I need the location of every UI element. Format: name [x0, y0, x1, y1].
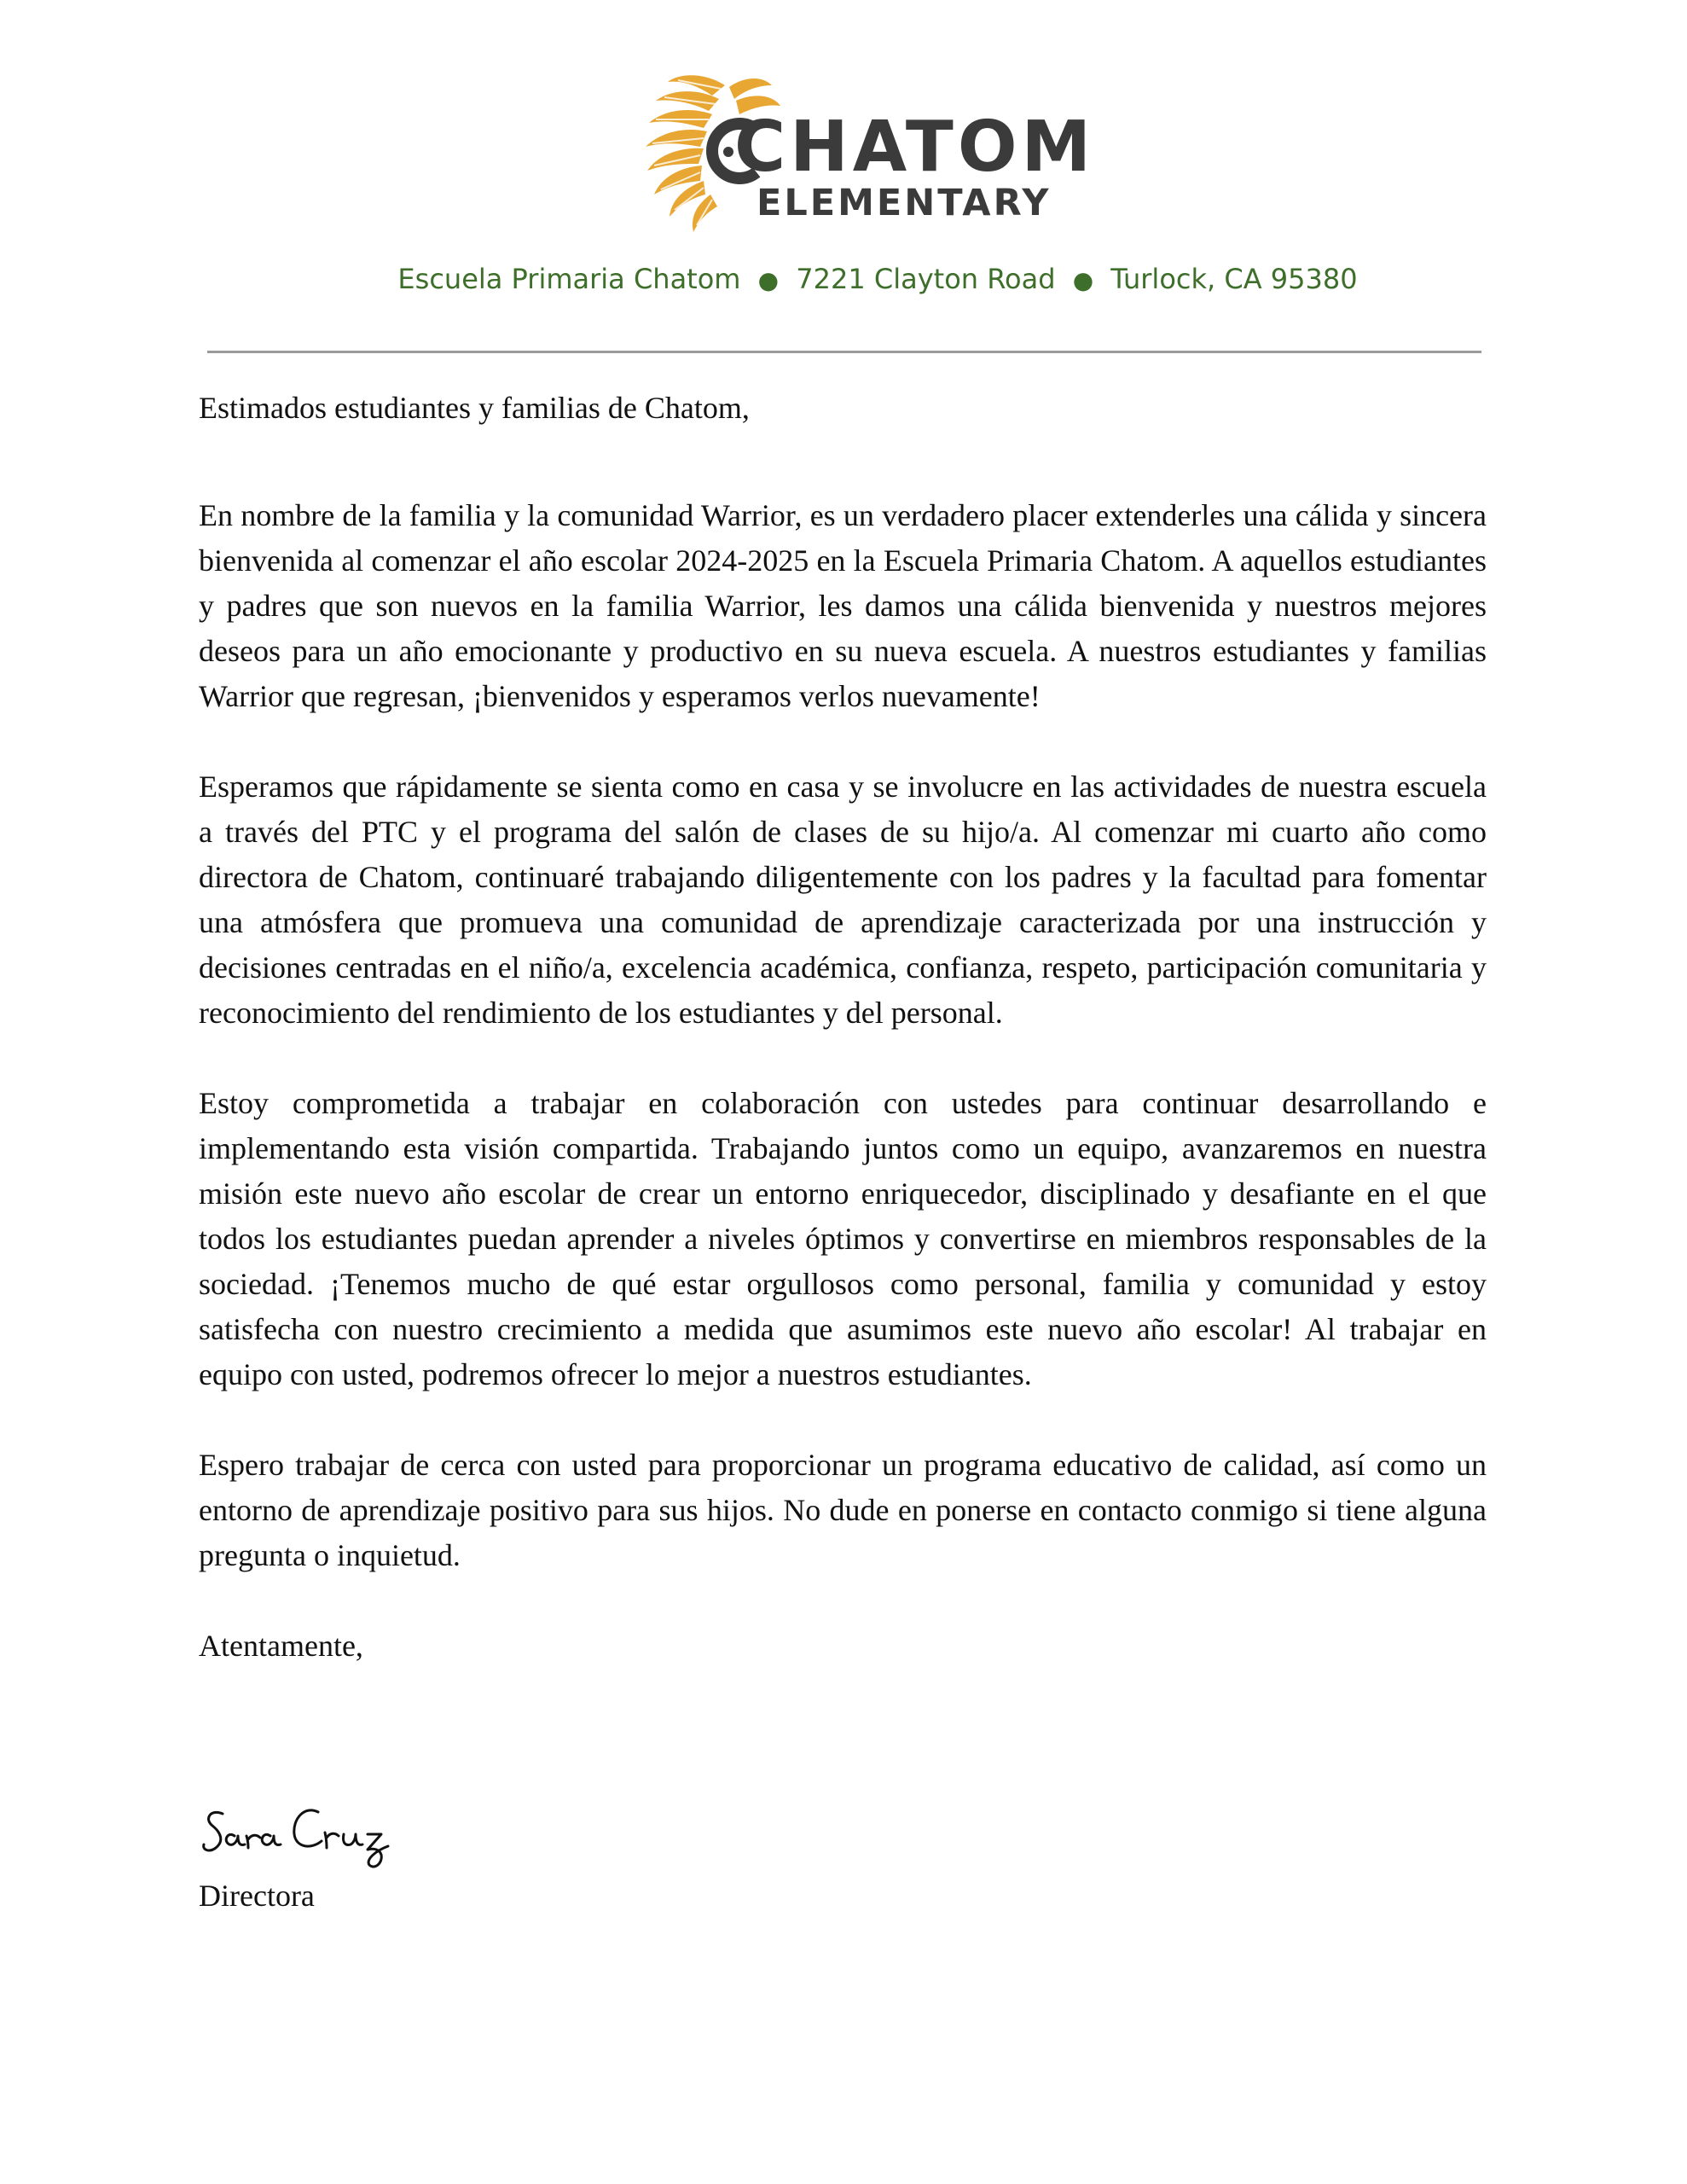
letter-body: [199, 386, 1487, 1669]
paragraph: En nombre de la familia y la comunidad Warrior, es un verdadero placer extenderles una cálida y sincera bienvenida al comenzar el año escolar 2024-2025 en la Escuela Primaria Chatom. A aquellos estudiantes y padres que son nuevos en la familia Warrior, les damos una cálida bienvenida y nuestros mejores deseos para un año emocionante y productivo en su nueva escuela. A nuestros estudiantes y familias Warrior que regresan, ¡bienvenidos y esperamos verlos nuevamente!: [199, 498, 1487, 713]
signer-title: Directora: [199, 1879, 315, 1913]
address-street: 7221 Clayton Road: [796, 263, 1056, 295]
school-name: CHATOM: [734, 107, 1096, 188]
school-address: [0, 263, 1687, 295]
paragraph: Espero trabajar de cerca con usted para proporcionar un programa educativo de calidad, así como un entorno de aprendizaje positivo para sus hijos. No dude en ponerse en contacto conmigo si tiene alguna pregunta o inquietud.: [199, 1448, 1487, 1572]
closing: Atentamente,: [199, 1629, 363, 1663]
address-city: Turlock, CA 95380: [1110, 263, 1358, 295]
address-school: Escuela Primaria Chatom: [397, 263, 741, 295]
salutation: Estimados estudiantes y familias de Chatom,: [199, 391, 750, 425]
separator-dot-icon: ●: [1072, 266, 1094, 294]
handwritten-signature: [199, 1798, 420, 1875]
school-logo: [644, 70, 1096, 232]
header-divider: [207, 351, 1481, 353]
paragraph: Estoy comprometida a trabajar en colaboración con ustedes para continuar desarrollando e implementando esta visión compartida. Trabajando juntos como un equipo, avanzaremos en nuestra misión este nuevo año escolar de crear un entorno enriquecedor, disciplinado y desafiante en el que todos los estudiantes puedan aprender a niveles óptimos y convertirse en miembros responsables de la sociedad. ¡Tenemos mucho de qué estar orgullosos como personal, familia y comunidad y estoy satisfecha con nuestro crecimiento a medida que asumimos este nuevo año escolar! Al trabajar en equipo con usted, podremos ofrecer lo mejor a nuestros estudiantes.: [199, 1086, 1487, 1391]
paragraph: Esperamos que rápidamente se sienta como en casa y se involucre en las actividades de nuestra escuela a través del PTC y el programa del salón de clases de su hijo/a. Al comenzar mi cuarto año como directora de Chatom, continuaré trabajando diligentemente con los padres y la facultad para fomentar una atmósfera que promueva una comunidad de aprendizaje caracterizada por una instrucción y decisiones centradas en el niño/a, excelencia académica, confianza, respeto, participación comunitaria y reconocimiento del rendimiento de los estudiantes y del personal.: [199, 770, 1487, 1030]
separator-dot-icon: ●: [757, 266, 780, 294]
school-type: ELEMENTARY: [757, 182, 1052, 224]
